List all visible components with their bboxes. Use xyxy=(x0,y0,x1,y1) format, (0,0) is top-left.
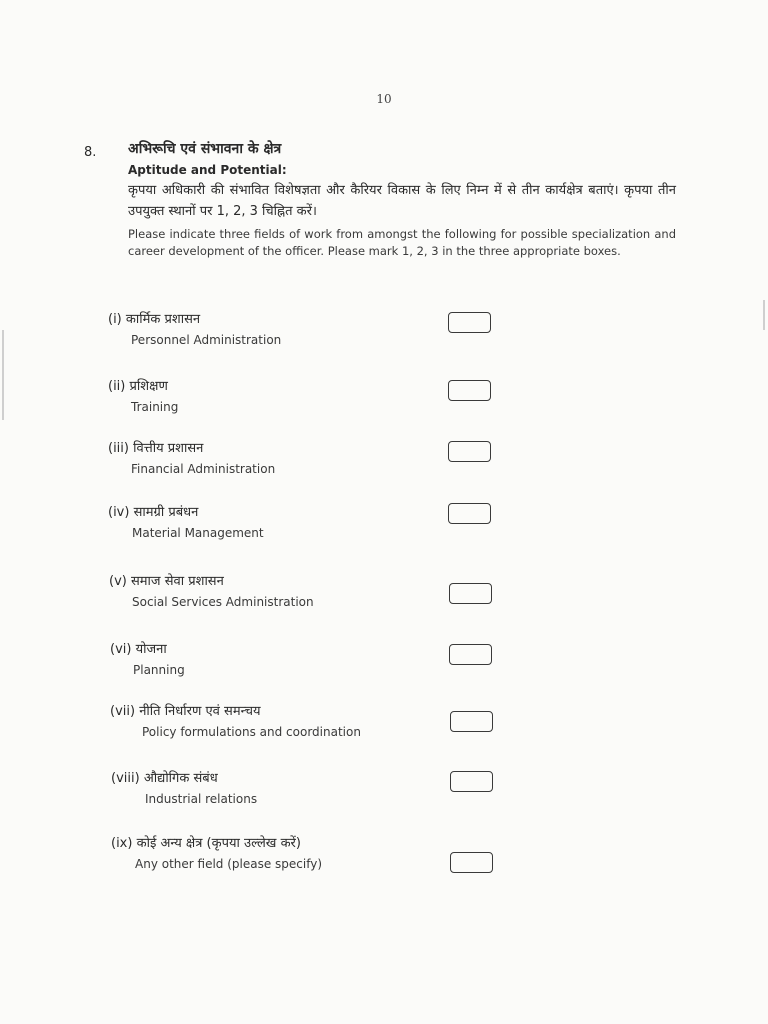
checkbox-social-services-administration[interactable] xyxy=(449,583,492,604)
question-number: 8. xyxy=(84,145,97,160)
field-label-hindi: (ix) कोई अन्य क्षेत्र (कृपया उल्लेख करें) xyxy=(111,836,301,851)
field-item-financial-administration xyxy=(108,440,275,478)
field-label-english: Planning xyxy=(133,663,185,677)
question-title-english: Aptitude and Potential: xyxy=(128,163,287,177)
field-label-english: Material Management xyxy=(132,526,264,540)
field-item-social-services-administration xyxy=(109,573,314,611)
scan-edge-mark xyxy=(2,330,4,420)
checkbox-industrial-relations[interactable] xyxy=(450,771,493,792)
page-number: 10 xyxy=(376,92,392,106)
field-label-hindi: (i) कार्मिक प्रशासन xyxy=(108,312,201,327)
field-label-english: Policy formulations and coordination xyxy=(142,725,361,739)
field-label-hindi: (vi) योजना xyxy=(110,642,167,657)
field-label-english: Industrial relations xyxy=(145,792,258,806)
field-label-english: Any other field (please specify) xyxy=(135,857,323,871)
field-label-english: Financial Administration xyxy=(131,462,276,476)
field-label-english: Social Services Administration xyxy=(132,595,314,609)
field-item-policy-formulations xyxy=(110,703,361,741)
field-item-any-other-field xyxy=(111,835,322,873)
field-label-english: Personnel Administration xyxy=(131,333,282,347)
field-item-material-management xyxy=(108,504,264,542)
field-label-hindi: (vii) नीति निर्धारण एवं समन्चय xyxy=(110,704,261,719)
instruction-hindi: कृपया अधिकारी की संभावित विशेषज्ञता और कैरियर विकास के लिए निम्न में से तीन कार्यक्षेत्र बताएं। कृपया तीन उपयुक्त स्थानों पर 1, 2, 3 चिह्नित करें। xyxy=(128,183,676,219)
field-label-english: Training xyxy=(131,400,179,414)
checkbox-personnel-administration[interactable] xyxy=(448,312,491,333)
field-item-industrial-relations xyxy=(111,770,257,808)
checkbox-any-other-field[interactable] xyxy=(450,852,493,873)
field-item-personnel-administration xyxy=(108,311,281,349)
checkbox-training[interactable] xyxy=(448,380,491,401)
checkbox-financial-administration[interactable] xyxy=(448,441,491,462)
field-label-hindi: (ii) प्रशिक्षण xyxy=(108,379,168,394)
field-label-hindi: (viii) औद्योगिक संबंध xyxy=(111,771,218,786)
field-item-training xyxy=(108,378,178,416)
field-label-hindi: (v) समाज सेवा प्रशासन xyxy=(109,574,224,589)
question-title-hindi: अभिरूचि एवं संभावना के क्षेत्र xyxy=(128,141,282,157)
checkbox-material-management[interactable] xyxy=(448,503,491,524)
checkbox-planning[interactable] xyxy=(449,644,492,665)
scan-edge-mark xyxy=(763,300,765,330)
field-label-hindi: (iii) वित्तीय प्रशासन xyxy=(108,441,204,456)
instruction-english: Please indicate three fields of work from amongst the following for possible specialization and career development of the officer. Please mark 1, 2, 3 in the three appropriate boxes. xyxy=(128,227,676,258)
field-item-planning xyxy=(110,641,185,679)
checkbox-policy-formulations[interactable] xyxy=(450,711,493,732)
field-label-hindi: (iv) सामग्री प्रबंधन xyxy=(108,505,199,520)
